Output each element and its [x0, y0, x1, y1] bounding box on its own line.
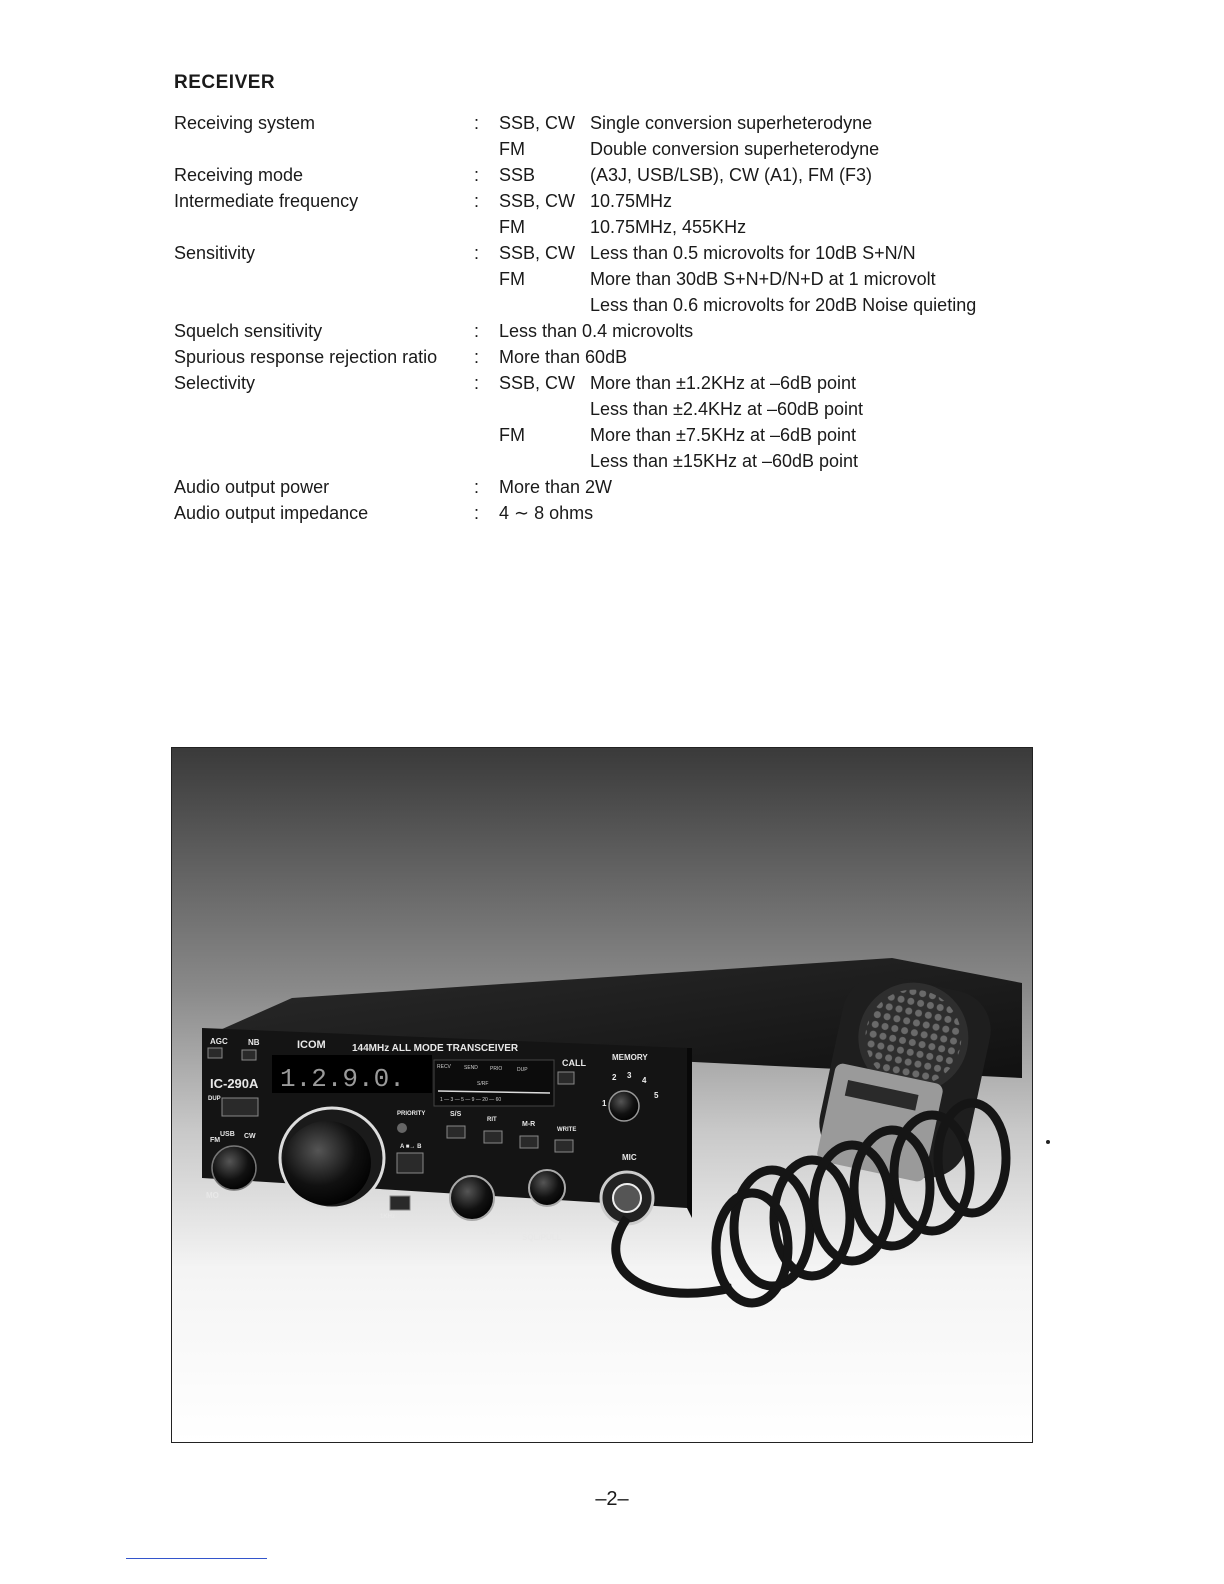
spec-colon: : [474, 477, 480, 497]
spec-colon: : [474, 191, 480, 211]
spec-mode: SSB, CW [499, 243, 576, 263]
mode-label: MO [206, 1191, 219, 1200]
memory-channel-1: 1 [602, 1099, 607, 1108]
spec-label: Spurious response rejection ratio [174, 347, 438, 367]
memory-channel-3: 3 [627, 1071, 632, 1080]
spec-value: Less than 0.4 microvolts [499, 321, 694, 341]
mr-label: M-R [522, 1121, 536, 1128]
ab-label: A ■→ B [400, 1144, 422, 1150]
mr-button[interactable] [520, 1136, 538, 1148]
sql-label: SQL/PULL [522, 1233, 562, 1242]
spec-value: More than 30dB S+N+D/N+D at 1 microvolt [590, 269, 936, 289]
spec-colon: : [474, 165, 480, 185]
spec-value: Less than ±15KHz at –60dB point [590, 451, 859, 471]
spec-label: Sensitivity [174, 243, 256, 263]
prio-indicator: PRIO [490, 1066, 503, 1072]
spec-value: 4 ∼ 8 ohms [499, 503, 594, 523]
agc-label: AGC [210, 1037, 228, 1046]
spec-label: Squelch sensitivity [174, 321, 323, 341]
display-digits: 1.2.9.0. [280, 1064, 405, 1094]
write-button[interactable] [555, 1140, 573, 1152]
spec-colon: : [474, 321, 480, 341]
mic-label: MIC [622, 1153, 637, 1162]
call-label: CALL [562, 1058, 586, 1068]
spec-mode: SSB, CW [499, 373, 576, 393]
rit-label: RIT [487, 1227, 500, 1236]
recv-indicator: RECV [437, 1064, 451, 1070]
send-indicator: SEND [464, 1065, 478, 1071]
memory-knob[interactable] [609, 1091, 639, 1121]
spec-value: Less than ±2.4KHz at –60dB point [590, 399, 864, 419]
priority-label: PRIORITY [397, 1111, 426, 1117]
meter-scale: 1 — 3 — 5 — 9 — 20 — 60 [440, 1097, 502, 1103]
agc-button[interactable] [208, 1048, 222, 1058]
scan-speck [1046, 1140, 1050, 1144]
spec-colon: : [474, 503, 480, 523]
khz-label: 1KHz [380, 1214, 396, 1220]
dup-switch[interactable] [222, 1098, 258, 1116]
spec-value: More than 60dB [499, 347, 628, 367]
spec-label: Audio output impedance [174, 503, 369, 523]
spec-mode: FM [499, 139, 525, 159]
spec-colon: : [474, 373, 480, 393]
spec-value: 10.75MHz, 455KHz [590, 217, 747, 237]
dup-switch-label: DUP [208, 1096, 221, 1102]
spec-label: Receiving mode [174, 165, 304, 185]
spec-label: Audio output power [174, 477, 330, 497]
brand-logo: ICOM [297, 1039, 326, 1051]
page-number: –2– [595, 1488, 629, 1510]
memory-channel-4: 4 [642, 1076, 647, 1085]
spec-value: More than 2W [499, 477, 613, 497]
cw-label: CW [244, 1133, 256, 1140]
spec-label: Intermediate frequency [174, 191, 359, 211]
rit-button[interactable] [484, 1131, 502, 1143]
dup-indicator: DUP [517, 1067, 528, 1073]
spec-colon: : [474, 113, 480, 133]
memory-channel-2: 2 [612, 1073, 617, 1082]
transceiver-photo [171, 747, 1033, 1443]
spec-mode: SSB, CW [499, 191, 576, 211]
ab-button[interactable] [397, 1153, 423, 1173]
nb-label: NB [248, 1038, 260, 1047]
spec-value: Less than 0.5 microvolts for 10dB S+N/N [590, 243, 916, 263]
spec-label: Selectivity [174, 373, 256, 393]
spec-mode: FM [499, 217, 525, 237]
rit-knob[interactable] [450, 1176, 494, 1220]
spec-mode: FM [499, 425, 525, 445]
spec-value: More than ±7.5KHz at –6dB point [590, 425, 857, 445]
rit-btn-label: RIT [487, 1117, 497, 1123]
call-button[interactable] [558, 1072, 574, 1084]
panel-title: 144MHz ALL MODE TRANSCEIVER [352, 1043, 519, 1054]
spec-value: Single conversion superheterodyne [590, 113, 873, 133]
nb-button[interactable] [242, 1050, 256, 1060]
usb-label: USB [220, 1131, 235, 1138]
ss-label: S/S [450, 1111, 462, 1118]
spec-label: Receiving system [174, 113, 316, 133]
spec-mode: SSB, CW [499, 113, 576, 133]
spec-value: 10.75MHz [590, 191, 673, 211]
section-heading: RECEIVER [174, 72, 276, 93]
sf-label: S/RF [477, 1081, 489, 1087]
write-label: WRITE [557, 1127, 577, 1133]
spec-mode: SSB [499, 165, 536, 185]
mode-knob[interactable] [212, 1146, 256, 1190]
khz-button[interactable] [390, 1196, 410, 1210]
main-tuning-knob[interactable] [283, 1121, 371, 1205]
spec-value: Double conversion superheterodyne [590, 139, 880, 159]
spec-value: Less than 0.6 microvolts for 20dB Noise quieting [590, 295, 977, 315]
ss-button[interactable] [447, 1126, 465, 1138]
memory-label: MEMORY [612, 1053, 648, 1062]
sql-knob[interactable] [529, 1170, 565, 1206]
spec-value: More than ±1.2KHz at –6dB point [590, 373, 857, 393]
spec-colon: : [474, 243, 480, 263]
memory-channel-5: 5 [654, 1091, 659, 1100]
spec-value: (A3J, USB/LSB), CW (A1), FM (F3) [590, 165, 873, 185]
fm-label: FM [210, 1137, 221, 1144]
model-label: IC-290A [210, 1076, 259, 1091]
spec-mode: FM [499, 269, 525, 289]
priority-button[interactable] [397, 1123, 407, 1133]
footer-rule [126, 1558, 267, 1559]
spec-colon: : [474, 347, 480, 367]
